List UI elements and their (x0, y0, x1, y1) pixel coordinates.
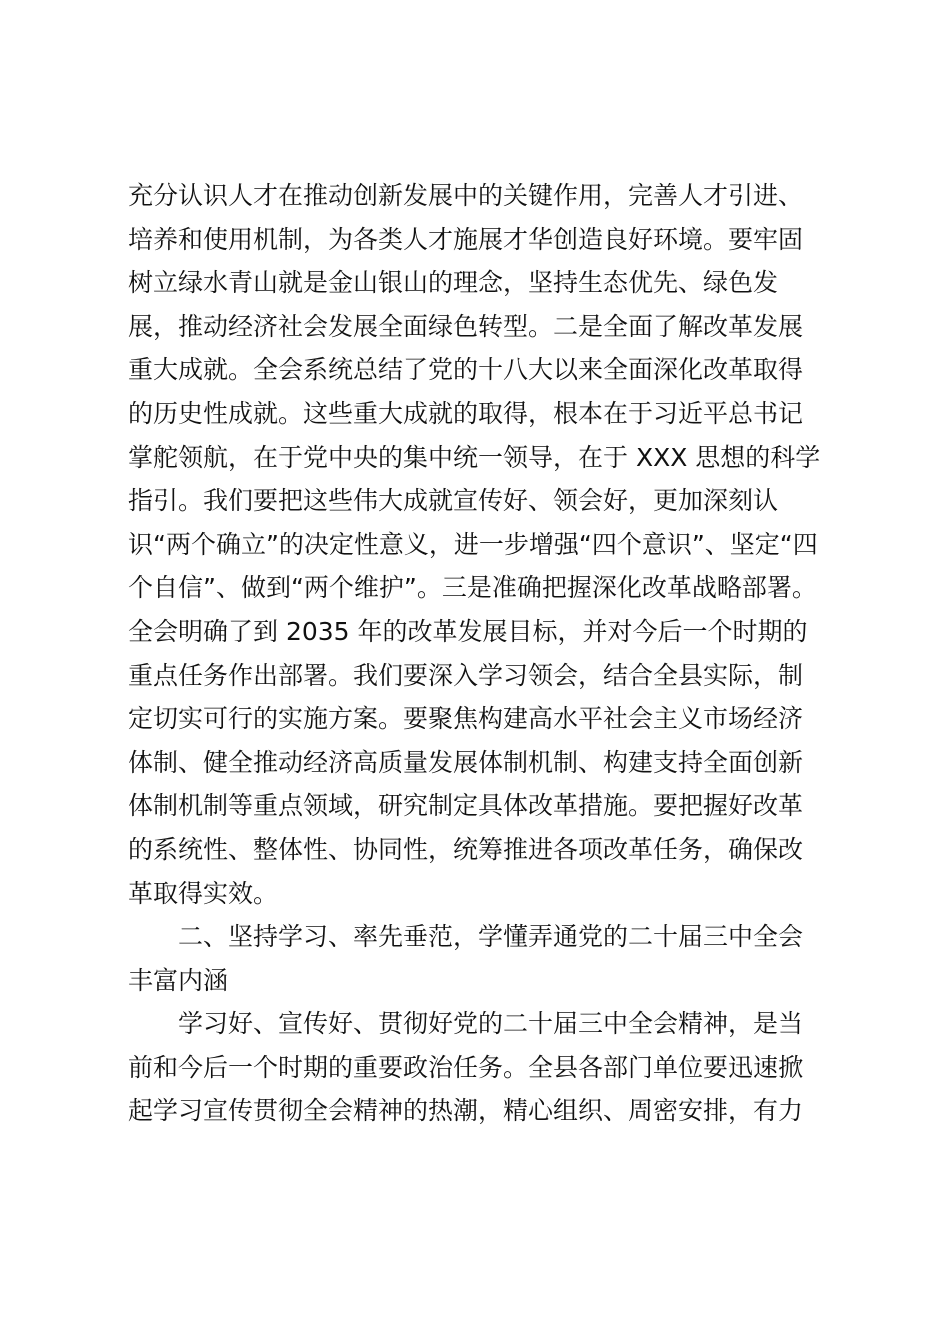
document-body (128, 174, 838, 1133)
text-line: 革取得实效。 (128, 878, 279, 908)
text-line: 定切实可行的实施方案。要聚焦构建高水平社会主义市场经济 (128, 704, 804, 734)
text-line: 的系统性、整体性、协同性，统筹推进各项改革任务，确保改 (128, 834, 804, 864)
section-heading-line: 二、坚持学习、率先垂范，学懂弄通党的二十届三中全会 (178, 922, 804, 952)
text-line: 培养和使用机制，为各类人才施展才华创造良好环境。要牢固 (128, 224, 804, 254)
section-heading-line: 丰富内涵 (128, 965, 229, 995)
text-line: 展，推动经济社会发展全面绿色转型。二是全面了解改革发展 (128, 311, 804, 341)
text-line: 掌舵领航，在于党中央的集中统一领导，在于 XXX 思想的科学 (128, 442, 821, 472)
text-line: 体制、健全推动经济高质量发展体制机制、构建支持全面创新 (128, 747, 804, 777)
text-line: 全会明确了到 2035 年的改革发展目标，并对今后一个时期的 (128, 616, 808, 646)
text-line: 体制机制等重点领域，研究制定具体改革措施。要把握好改革 (128, 791, 804, 821)
text-line: 指引。我们要把这些伟大成就宣传好、领会好，更加深刻认 (128, 486, 779, 516)
text-line: 起学习宣传贯彻全会精神的热潮，精心组织、周密安排，有力 (128, 1096, 804, 1126)
text-line: 的历史性成就。这些重大成就的取得，根本在于习近平总书记 (128, 398, 804, 428)
text-line: 识“两个确立”的决定性意义，进一步增强“四个意识”、坚定“四 (128, 529, 818, 559)
text-line: 学习好、宣传好、贯彻好党的二十届三中全会精神，是当 (178, 1009, 804, 1039)
text-line: 重大成就。全会系统总结了党的十八大以来全面深化改革取得 (128, 355, 804, 385)
text-line: 充分认识人才在推动创新发展中的关键作用，完善人才引进、 (128, 181, 804, 210)
text-line: 前和今后一个时期的重要政治任务。全县各部门单位要迅速掀 (128, 1052, 804, 1082)
text-line: 个自信”、做到“两个维护”。三是准确把握深化改革战略部署。 (128, 573, 817, 603)
text-line: 树立绿水青山就是金山银山的理念，坚持生态优先、绿色发 (128, 268, 779, 298)
text-line: 重点任务作出部署。我们要深入学习领会，结合全县实际，制 (128, 660, 804, 690)
